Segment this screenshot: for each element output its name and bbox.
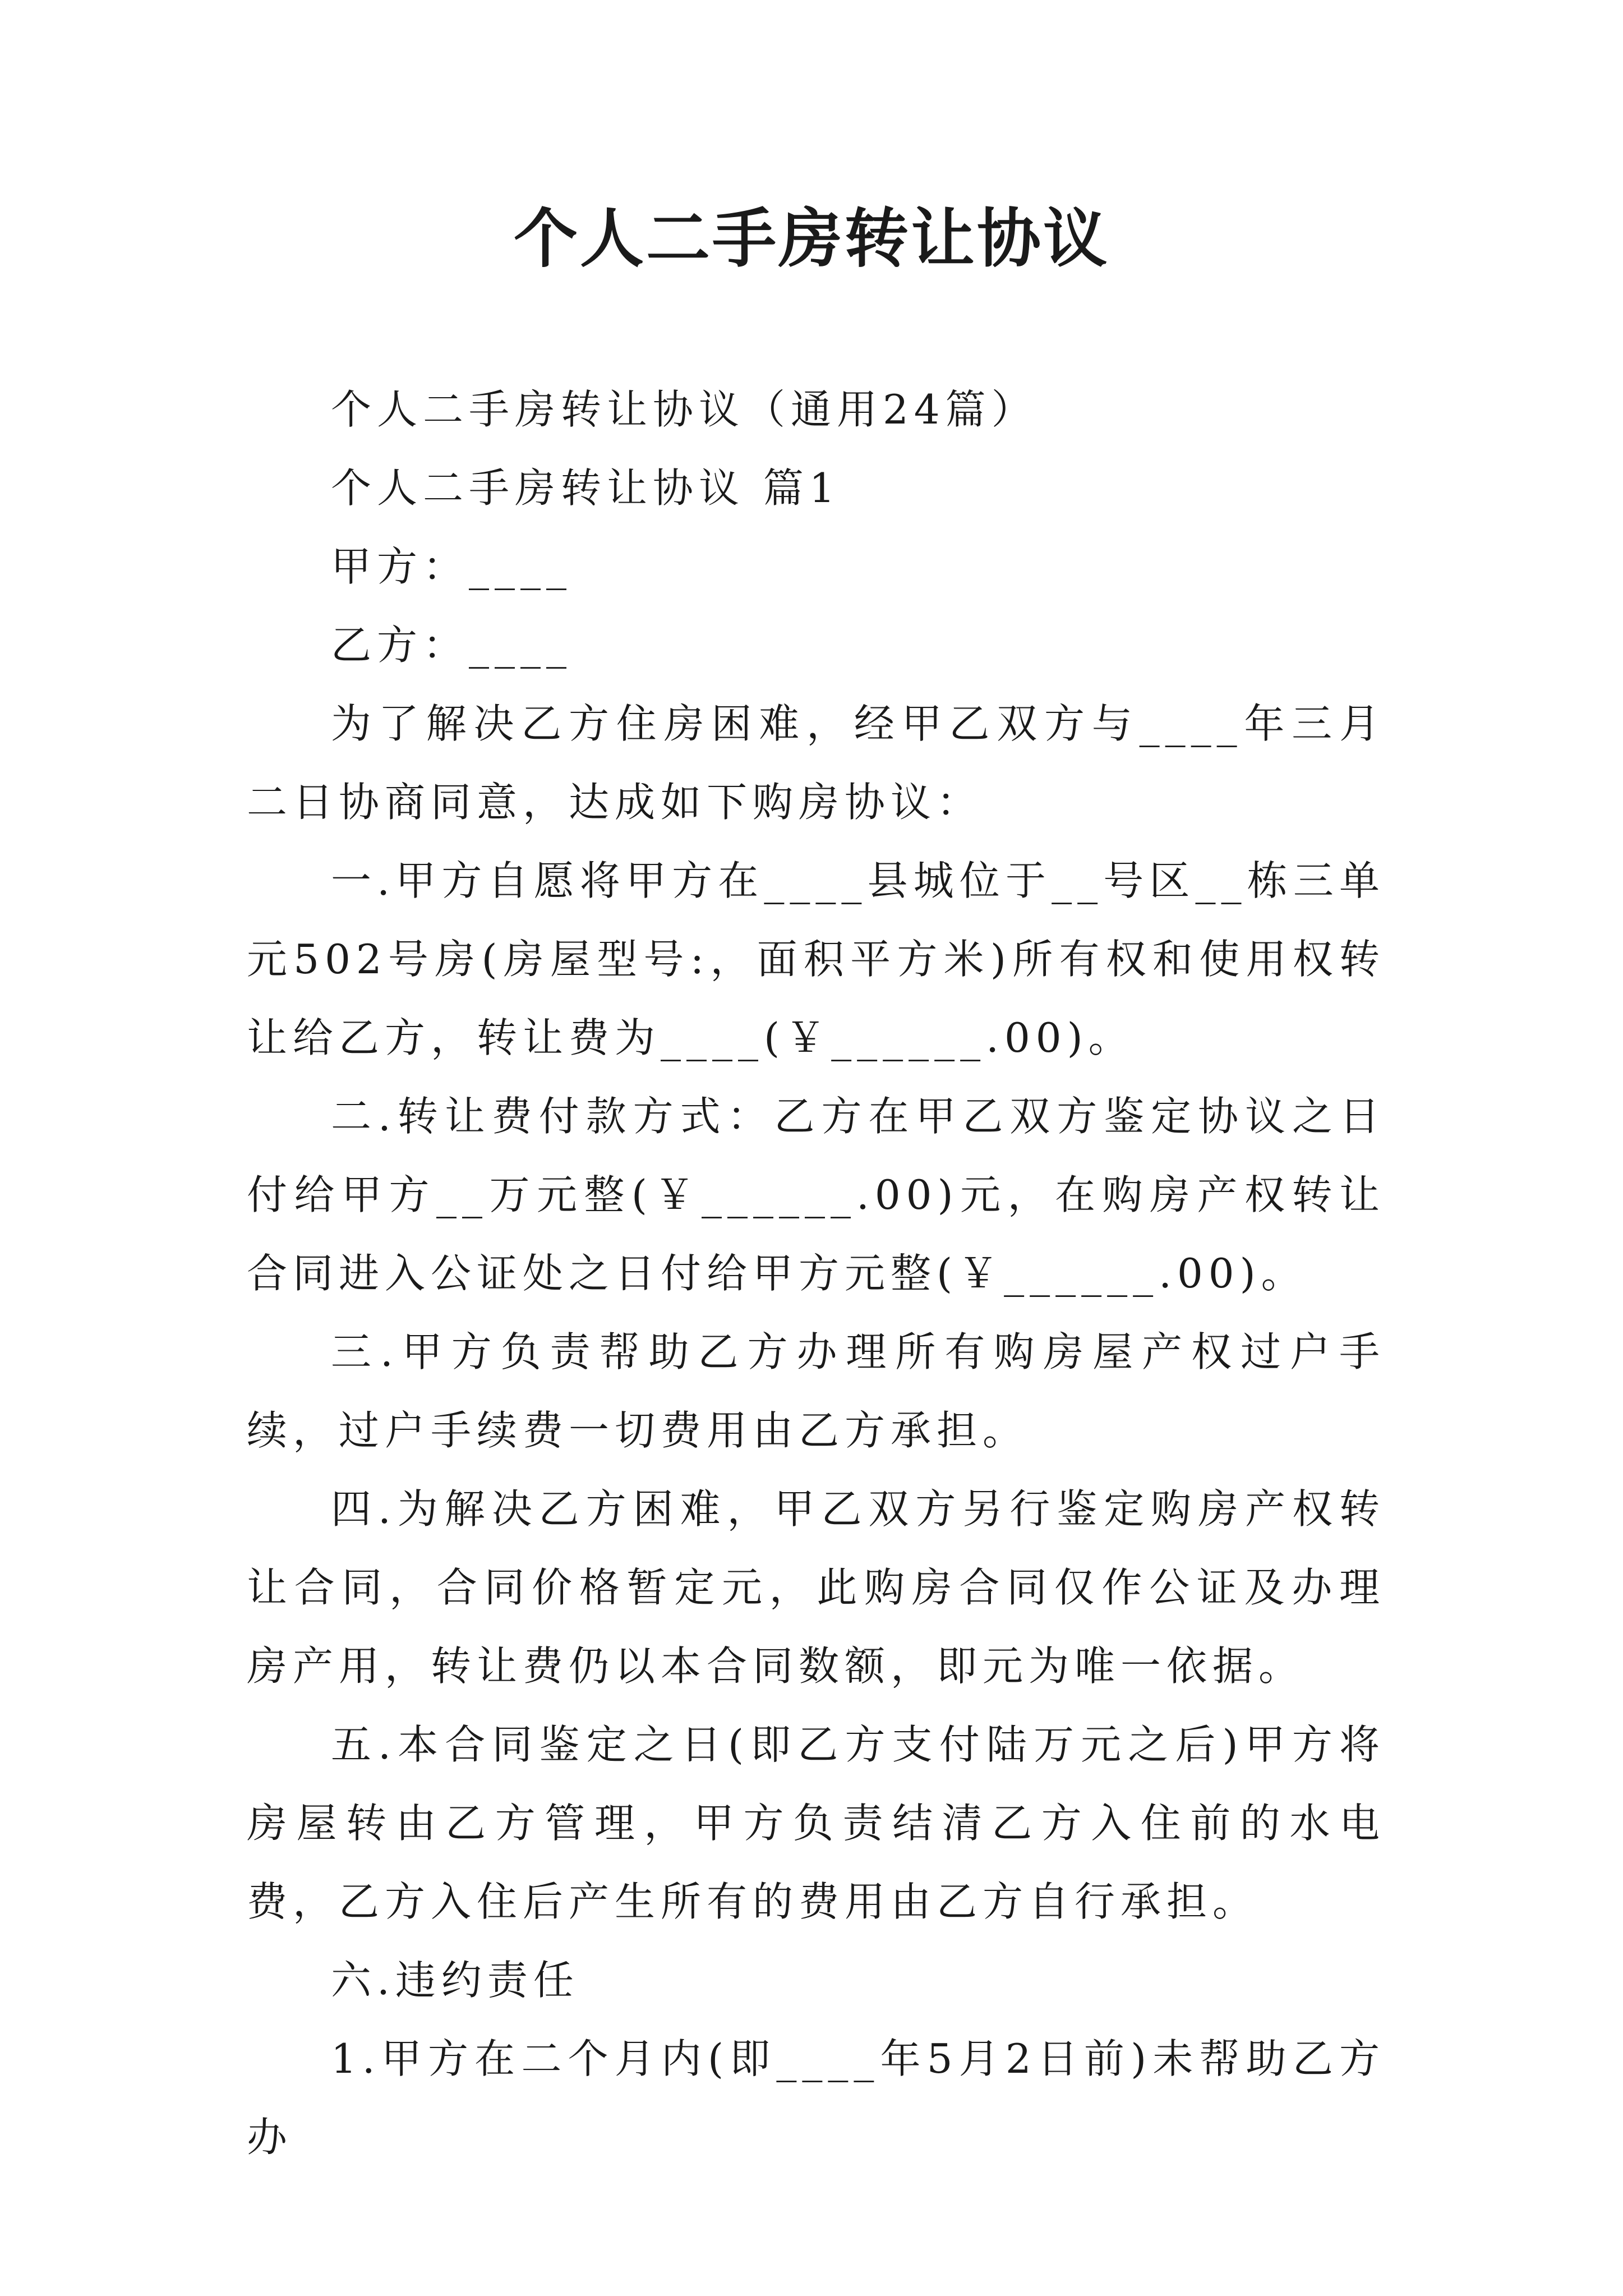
clause-1-paragraph: 一.甲方自愿将甲方在____县城位于__号区__栋三单元502号房(房屋型号:，面积平方米)所有权和使用权转让给乙方，转让费为____(￥______.00)。	[247, 857, 1385, 1061]
clause-4-paragraph: 四.为解决乙方困难，甲乙双方另行鉴定购房产权转让合同，合同价格暂定元，此购房合同仅作公证及办理房产用，转让费仍以本合同数额，即元为唯一依据。	[247, 1485, 1385, 1690]
clause-5-paragraph: 五.本合同鉴定之日(即乙方支付陆万元之后)甲方将房屋转由乙方管理，甲方负责结清乙方入住前的水电费，乙方入住后产生所有的费用由乙方自行承担。	[247, 1721, 1385, 1925]
document-title: 个人二手房转让协议	[513, 201, 1109, 276]
clause-3-paragraph: 三.甲方负责帮助乙方办理所有购房屋产权过户手续，过户手续费一切费用由乙方承担。	[247, 1328, 1385, 1454]
party-a-line: 甲方：____	[331, 543, 573, 590]
subtitle-paragraph: 个人二手房转让协议（通用24篇）	[331, 386, 1038, 433]
document-body	[247, 370, 1385, 2177]
party-b-line: 乙方：____	[331, 622, 573, 669]
clause-2-paragraph: 二.转让费付款方式：乙方在甲乙双方鉴定协议之日付给甲方__万元整(￥______.00)元，在购房产权转让合同进入公证处之日付给甲方元整(￥______.00)。	[247, 1093, 1385, 1297]
clause-6-heading: 六.违约责任	[331, 1957, 579, 2004]
preamble-paragraph: 为了解决乙方住房困难，经甲乙双方与____年三月二日协商同意，达成如下购房协议：	[247, 700, 1385, 826]
section-heading: 个人二手房转让协议 篇1	[331, 464, 841, 512]
clause-6-1-paragraph: 1.甲方在二个月内(即____年5月2日前)未帮助乙方办	[247, 2035, 1385, 2161]
